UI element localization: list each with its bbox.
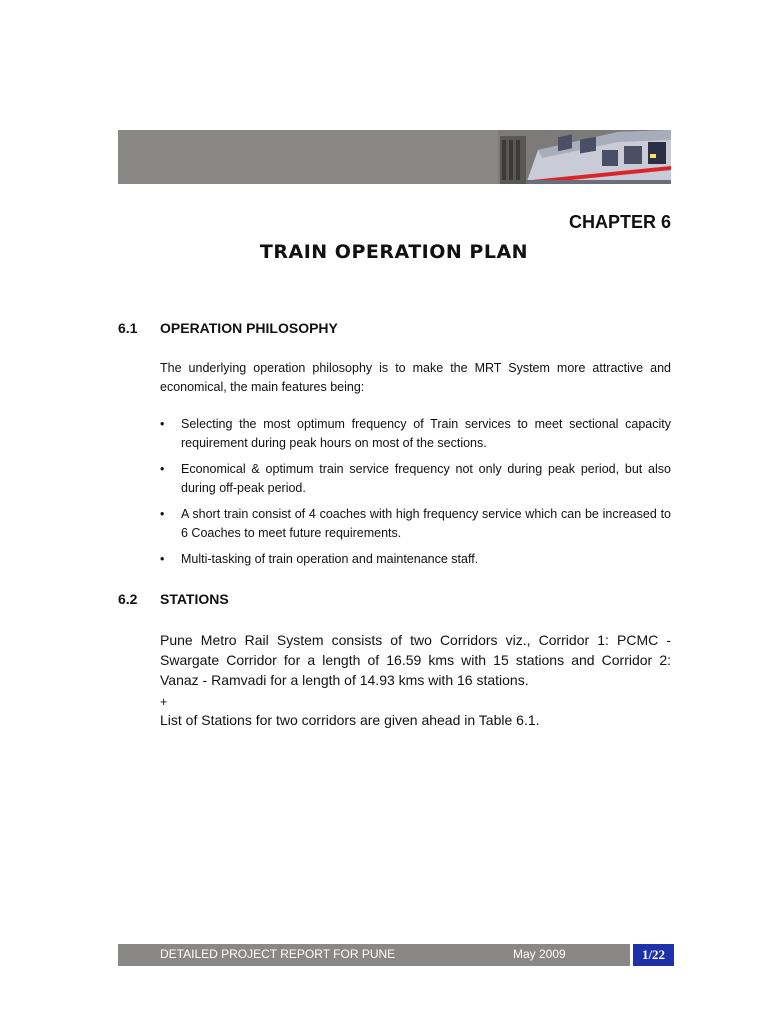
- list-item: [160, 415, 671, 452]
- list-item-text: Selecting the most optimum frequency of Train services to meet sectional capacity requirement during peak hours on most of the sections.: [181, 417, 671, 450]
- bullet-icon: •: [160, 417, 165, 431]
- intro-paragraph: The underlying operation philosophy is to make the MRT System more attractive and economical, the main features being:: [160, 361, 671, 394]
- footer-report-title: DETAILED PROJECT REPORT FOR PUNE: [160, 947, 396, 961]
- section-number: 6.2: [118, 591, 138, 607]
- page-title: TRAIN OPERATION PLAN: [259, 241, 529, 263]
- footer-date: May 2009: [513, 947, 566, 961]
- section-number: 6.1: [118, 320, 138, 336]
- section-title: OPERATION PHILOSOPHY: [160, 320, 338, 336]
- page-number: 1/22: [633, 944, 674, 966]
- stations-paragraph: Pune Metro Rail System consists of two Corridors viz., Corridor 1: PCMC - Swargate Corridor for a length of 16.59 kms with 15 stations and Corridor 2: Vanaz - Ramvadi for a length of 14.93 kms with 16 stations.: [160, 632, 671, 688]
- header-banner: [118, 130, 671, 184]
- bullet-icon: •: [160, 552, 165, 566]
- metro-train-image: [498, 130, 671, 184]
- list-item-text: Multi-tasking of train operation and maintenance staff.: [181, 552, 479, 566]
- list-item-text: Economical & optimum train service frequency not only during peak period, but also during off-peak period.: [181, 462, 671, 495]
- chapter-label: CHAPTER 6: [568, 212, 671, 232]
- list-item: [160, 460, 671, 497]
- plus-sign: +: [160, 695, 168, 709]
- section-title: STATIONS: [160, 591, 229, 607]
- footer-bar: [118, 944, 630, 966]
- list-item: [160, 550, 671, 569]
- list-item-text: A short train consist of 4 coaches with high frequency service which can be increased to 6 Coaches to meet future requirements.: [181, 507, 671, 540]
- bullet-icon: •: [160, 462, 165, 476]
- bullet-icon: •: [160, 507, 165, 521]
- stations-list-note: List of Stations for two corridors are given ahead in Table 6.1.: [160, 712, 540, 728]
- list-item: [160, 505, 671, 542]
- feature-list: [160, 415, 671, 577]
